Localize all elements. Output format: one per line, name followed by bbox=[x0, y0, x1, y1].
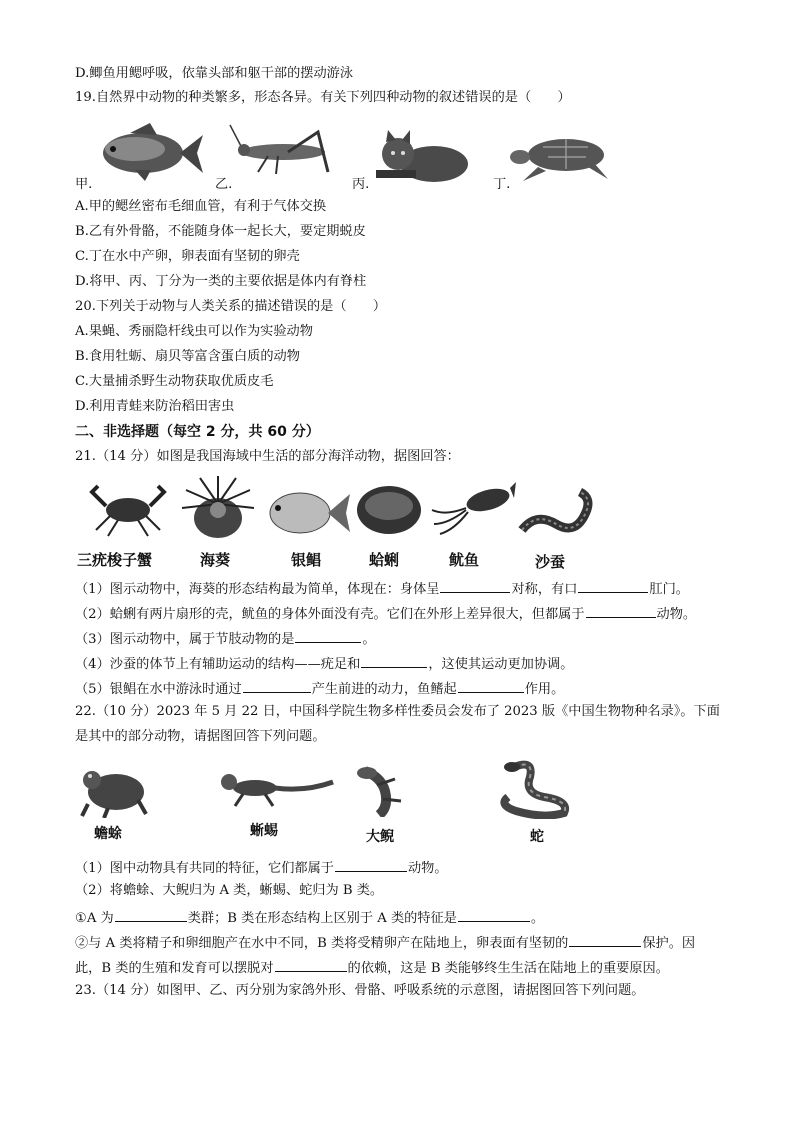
q19-stem: 19.自然界中动物的种类繁多，形态各异。有关下列四种动物的叙述错误的是（ ） bbox=[75, 90, 571, 105]
q19-option-c: C.丁在水中产卵，卵表面有坚韧的卵壳 bbox=[75, 249, 300, 264]
q22-sub1-text-a: （1）图中动物具有共同的特征，它们都属于 bbox=[75, 861, 334, 876]
q19-label-yi: 乙. bbox=[215, 177, 233, 192]
turtle-image bbox=[508, 133, 618, 185]
caption-sandworm: 沙蚕 bbox=[535, 553, 566, 571]
q22-part1-text-b: 类群；B 类在形态结构上区别于 A 类的特征是 bbox=[187, 911, 457, 926]
q22-part2-text-c: 此，B 类的生殖和发育可以摆脱对 bbox=[75, 961, 274, 976]
q21-sub3-text-b: 。 bbox=[362, 632, 376, 647]
answer-blank[interactable] bbox=[243, 678, 311, 693]
squid-image bbox=[426, 480, 516, 536]
answer-blank[interactable] bbox=[578, 578, 648, 593]
q21-sub1-text-c: 肛门。 bbox=[649, 582, 689, 597]
q21-sub1-text-b: 对称，有口 bbox=[511, 582, 578, 597]
answer-blank[interactable] bbox=[458, 907, 530, 922]
q22-sub1-text-b: 动物。 bbox=[407, 861, 448, 876]
q20-option-d: D.利用青蛙来防治稻田害虫 bbox=[75, 399, 235, 414]
q21-sub2-text-a: （2）蛤蜊有两片扇形的壳，鱿鱼的身体外面没有壳。它们在外形上差异很大，但都属于 bbox=[75, 607, 585, 622]
sandworm-image bbox=[516, 484, 600, 540]
fish-image bbox=[95, 115, 205, 185]
q18-option-d: D.鲫鱼用鳃呼吸，依靠头部和躯干部的摆动游泳 bbox=[75, 66, 354, 81]
caption-squid: 鱿鱼 bbox=[449, 551, 480, 569]
q19-option-b: B.乙有外骨骼，不能随身体一起长大，要定期蜕皮 bbox=[75, 224, 366, 239]
caption-toad: 蟾蜍 bbox=[94, 826, 122, 842]
answer-blank[interactable] bbox=[115, 907, 187, 922]
q22-sub2: （2）将蟾蜍、大鲵归为 A 类，蜥蜴、蛇归为 B 类。 bbox=[75, 883, 384, 898]
caption-clam: 蛤蜊 bbox=[369, 551, 400, 569]
q21-sub2-text-b: 动物。 bbox=[656, 607, 697, 622]
answer-blank[interactable] bbox=[569, 932, 641, 947]
section-heading: 二、非选择题（每空 2 分，共 60 分） bbox=[75, 424, 320, 440]
q20-option-c: C.大量捕杀野生动物获取优质皮毛 bbox=[75, 374, 274, 389]
q21-sub4-text-b: ，这使其运动更加协调。 bbox=[428, 657, 574, 672]
q22-stem-line1: 22.（10 分）2023 年 5 月 22 日，中国科学院生物多样性委员会发布了 2023 版《中国生物物种名录》。下面 bbox=[75, 704, 720, 719]
q22-sub2-part1 bbox=[75, 907, 544, 928]
answer-blank[interactable] bbox=[335, 857, 407, 872]
lizard-image bbox=[215, 762, 335, 810]
q22-part2-text-d: 的依赖，这是 B 类能够终生生活在陆地上的重要原因。 bbox=[347, 961, 669, 976]
caption-snake: 蛇 bbox=[530, 829, 544, 845]
q21-sub3 bbox=[75, 628, 376, 649]
q21-sub1 bbox=[75, 578, 689, 599]
caption-crab: 三疣梭子蟹 bbox=[77, 551, 153, 569]
q21-sub4 bbox=[75, 653, 573, 674]
q21-stem: 21.（14 分）如图是我国海域中生活的部分海洋动物，据图回答： bbox=[75, 449, 460, 464]
q21-sub5 bbox=[75, 678, 564, 699]
q22-sub2-part2-cont bbox=[75, 957, 669, 978]
q23-stem: 23.（14 分）如图甲、乙、丙分别为家鸽外形、骨骼、呼吸系统的示意图，请据图回答下列问题。 bbox=[75, 983, 645, 998]
q19-label-bing: 丙. bbox=[352, 177, 370, 192]
crab-image bbox=[88, 480, 168, 540]
sea-anemone-image bbox=[180, 474, 256, 542]
answer-blank[interactable] bbox=[458, 678, 524, 693]
q21-sub3-text-a: （3）图示动物中，属于节肢动物的是 bbox=[75, 632, 295, 647]
q19-label-jia: 甲. bbox=[75, 177, 93, 192]
caption-anemone: 海葵 bbox=[200, 551, 231, 569]
q19-option-a: A.甲的鳃丝密布毛细血管，有利于气体交换 bbox=[75, 199, 327, 214]
grasshopper-image bbox=[228, 120, 338, 182]
q22-part1-text-a: ①A 为 bbox=[75, 911, 114, 926]
q20-option-a: A.果蝇、秀丽隐杆线虫可以作为实验动物 bbox=[75, 324, 313, 339]
pomfret-image bbox=[262, 486, 352, 540]
caption-pomfret: 银鲳 bbox=[291, 551, 322, 569]
answer-blank[interactable] bbox=[586, 603, 656, 618]
q21-sub5-text-a: （5）银鲳在水中游泳时通过 bbox=[75, 682, 242, 697]
q21-sub5-text-b: 产生前进的动力，鱼鳍起 bbox=[311, 682, 457, 697]
answer-blank[interactable] bbox=[295, 628, 361, 643]
q21-sub5-text-c: 作用。 bbox=[524, 682, 565, 697]
q21-sub2 bbox=[75, 603, 696, 624]
q21-sub4-text-a: （4）沙蚕的体节上有辅助运动的结构——疣足和 bbox=[75, 657, 361, 672]
clam-image bbox=[354, 482, 424, 538]
answer-blank[interactable] bbox=[361, 653, 427, 668]
toad-image bbox=[78, 760, 148, 818]
caption-lizard: 蜥蜴 bbox=[250, 823, 278, 839]
q19-label-ding: 丁. bbox=[493, 177, 511, 192]
q22-stem-line2: 是其中的部分动物，请据图回答下列问题。 bbox=[75, 729, 326, 744]
q20-option-b: B.食用牡蛎、扇贝等富含蛋白质的动物 bbox=[75, 349, 300, 364]
cat-image bbox=[372, 128, 472, 186]
q22-part2-text-b: 保护。因 bbox=[642, 936, 696, 951]
snake-image bbox=[494, 757, 580, 819]
q21-sub1-text-a: （1）图示动物中，海葵的形态结构最为简单，体现在：身体呈 bbox=[75, 582, 440, 597]
answer-blank[interactable] bbox=[440, 578, 510, 593]
q19-option-d: D.将甲、丙、丁分为一类的主要依据是体内有脊柱 bbox=[75, 274, 367, 289]
q20-stem: 20.下列关于动物与人类关系的描述错误的是（ ） bbox=[75, 299, 387, 314]
giant-salamander-image bbox=[355, 765, 405, 817]
answer-blank[interactable] bbox=[275, 957, 347, 972]
q22-sub1 bbox=[75, 857, 448, 878]
q22-part2-text-a: ②与 A 类将精子和卵细胞产在水中不同，B 类将受精卵产在陆地上，卵表面有坚韧的 bbox=[75, 936, 569, 951]
q22-sub2-part2 bbox=[75, 932, 695, 953]
caption-salamander: 大鲵 bbox=[366, 829, 394, 845]
q22-part1-text-c: 。 bbox=[530, 911, 545, 926]
